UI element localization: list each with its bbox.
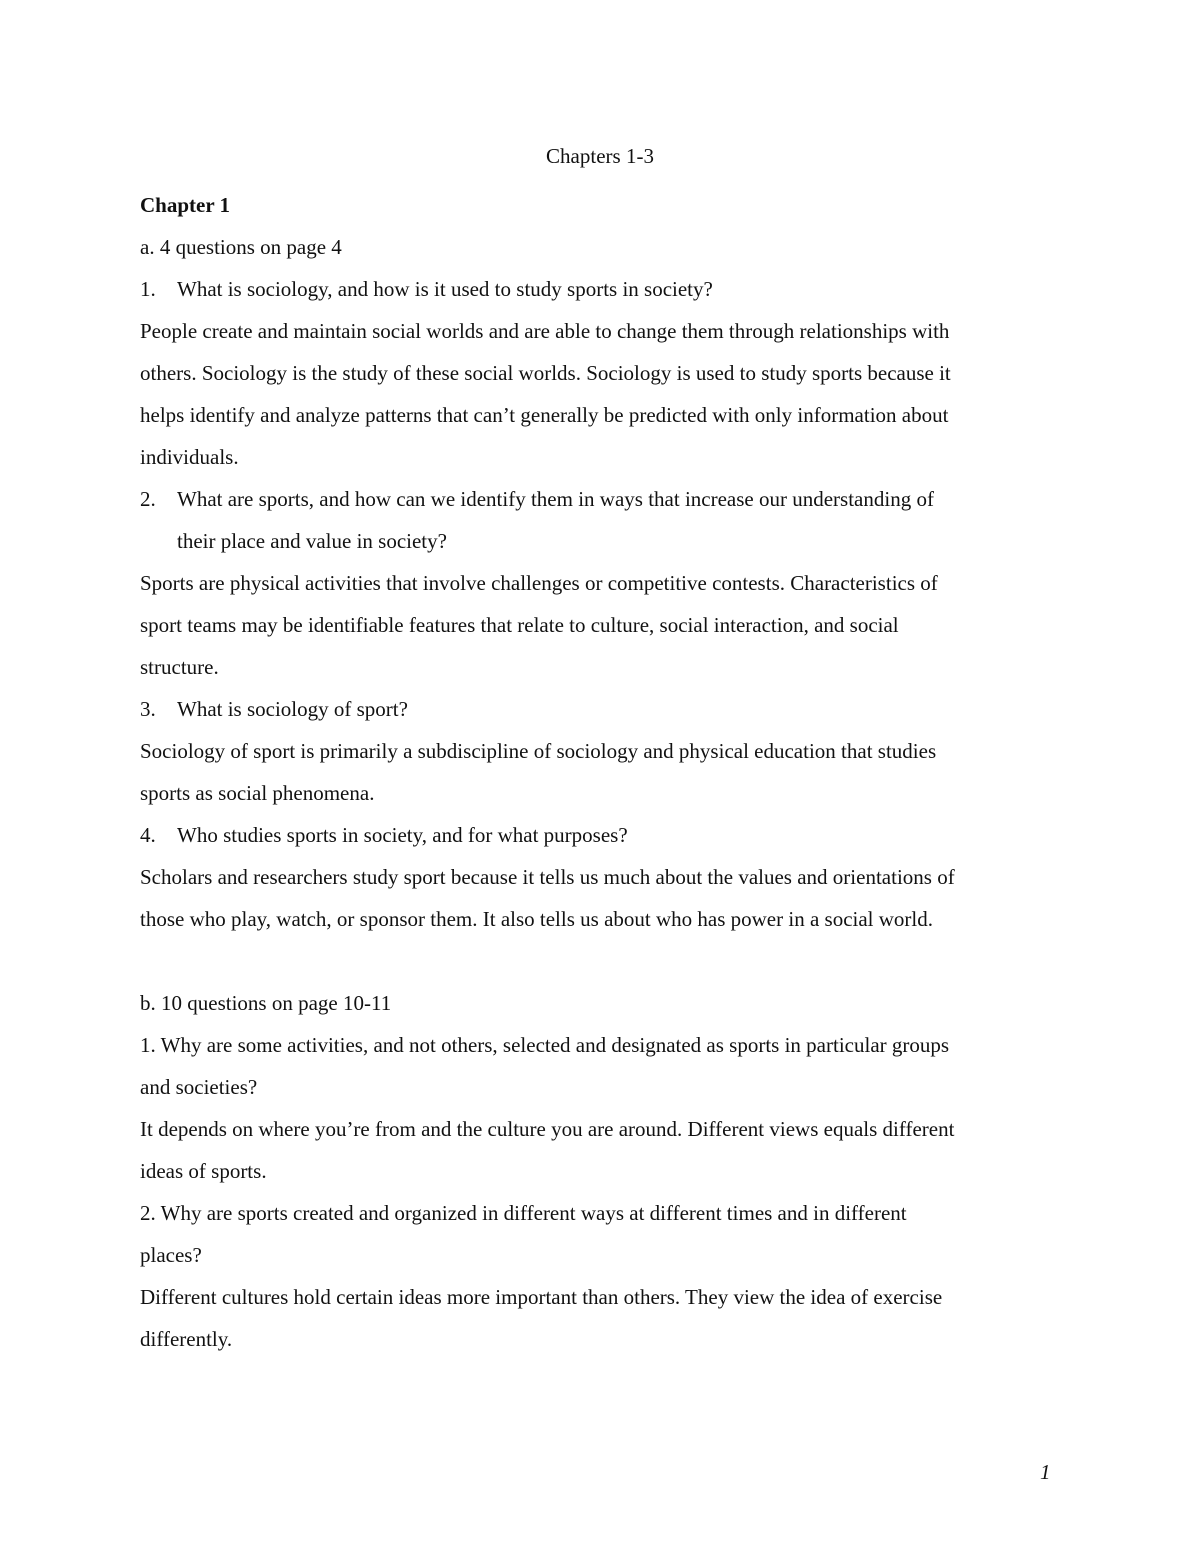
question-text: What is sociology, and how is it used to study sports in society? [177, 277, 713, 301]
paragraph-spacer [140, 940, 1080, 982]
answer-line: individuals. [140, 445, 239, 469]
answer-line: Scholars and researchers study sport because it tells us much about the values and orientations of [140, 865, 955, 889]
question-a3 [140, 688, 1080, 730]
question-b1: 1. Why are some activities, and not others, selected and designated as sports in particular groups [140, 1033, 950, 1057]
question-text: What are sports, and how can we identify them in ways that increase our understanding of [177, 487, 934, 511]
question-number: 4. [140, 823, 156, 847]
answer-line: helps identify and analyze patterns that can’t generally be predicted with only information about [140, 403, 949, 427]
question-number: 2. [140, 487, 156, 511]
answer-line: sports as social phenomena. [140, 781, 375, 805]
answer-line: structure. [140, 655, 219, 679]
answer-line: others. Sociology is the study of these social worlds. Sociology is used to study sports because it [140, 361, 951, 385]
question-number: 3. [140, 697, 156, 721]
question-a4 [140, 814, 1080, 856]
answer-line: People create and maintain social worlds and are able to change them through relationships with [140, 319, 950, 343]
question-a2 [140, 478, 1080, 520]
question-text-continued: their place and value in society? [177, 529, 447, 553]
answer-line: Sports are physical activities that involve challenges or competitive contests. Characteristics of [140, 571, 938, 595]
page-number: 1 [1040, 1460, 1051, 1484]
question-b2: 2. Why are sports created and organized in different ways at different times and in different [140, 1201, 907, 1225]
question-a1 [140, 268, 1080, 310]
document-title: Chapters 1-3 [546, 144, 654, 168]
question-text: Who studies sports in society, and for what purposes? [177, 823, 628, 847]
question-text-continued: and societies? [140, 1075, 258, 1099]
section-b-label: b. 10 questions on page 10-11 [140, 991, 392, 1015]
document-body [140, 184, 1080, 1360]
answer-line: differently. [140, 1327, 233, 1351]
question-number: 1. [140, 277, 156, 301]
question-text: What is sociology of sport? [177, 697, 408, 721]
chapter-heading: Chapter 1 [140, 193, 231, 217]
answer-line: It depends on where you’re from and the culture you are around. Different views equals different [140, 1117, 955, 1141]
answer-line: Sociology of sport is primarily a subdiscipline of sociology and physical education that studies [140, 739, 937, 763]
answer-line: sport teams may be identifiable features that relate to culture, social interaction, and social [140, 613, 899, 637]
section-a-label: a. 4 questions on page 4 [140, 235, 342, 259]
question-text-continued: places? [140, 1243, 202, 1267]
answer-line: Different cultures hold certain ideas more important than others. They view the idea of exercise [140, 1285, 943, 1309]
answer-line: ideas of sports. [140, 1159, 267, 1183]
answer-line: those who play, watch, or sponsor them. It also tells us about who has power in a social world. [140, 907, 933, 931]
